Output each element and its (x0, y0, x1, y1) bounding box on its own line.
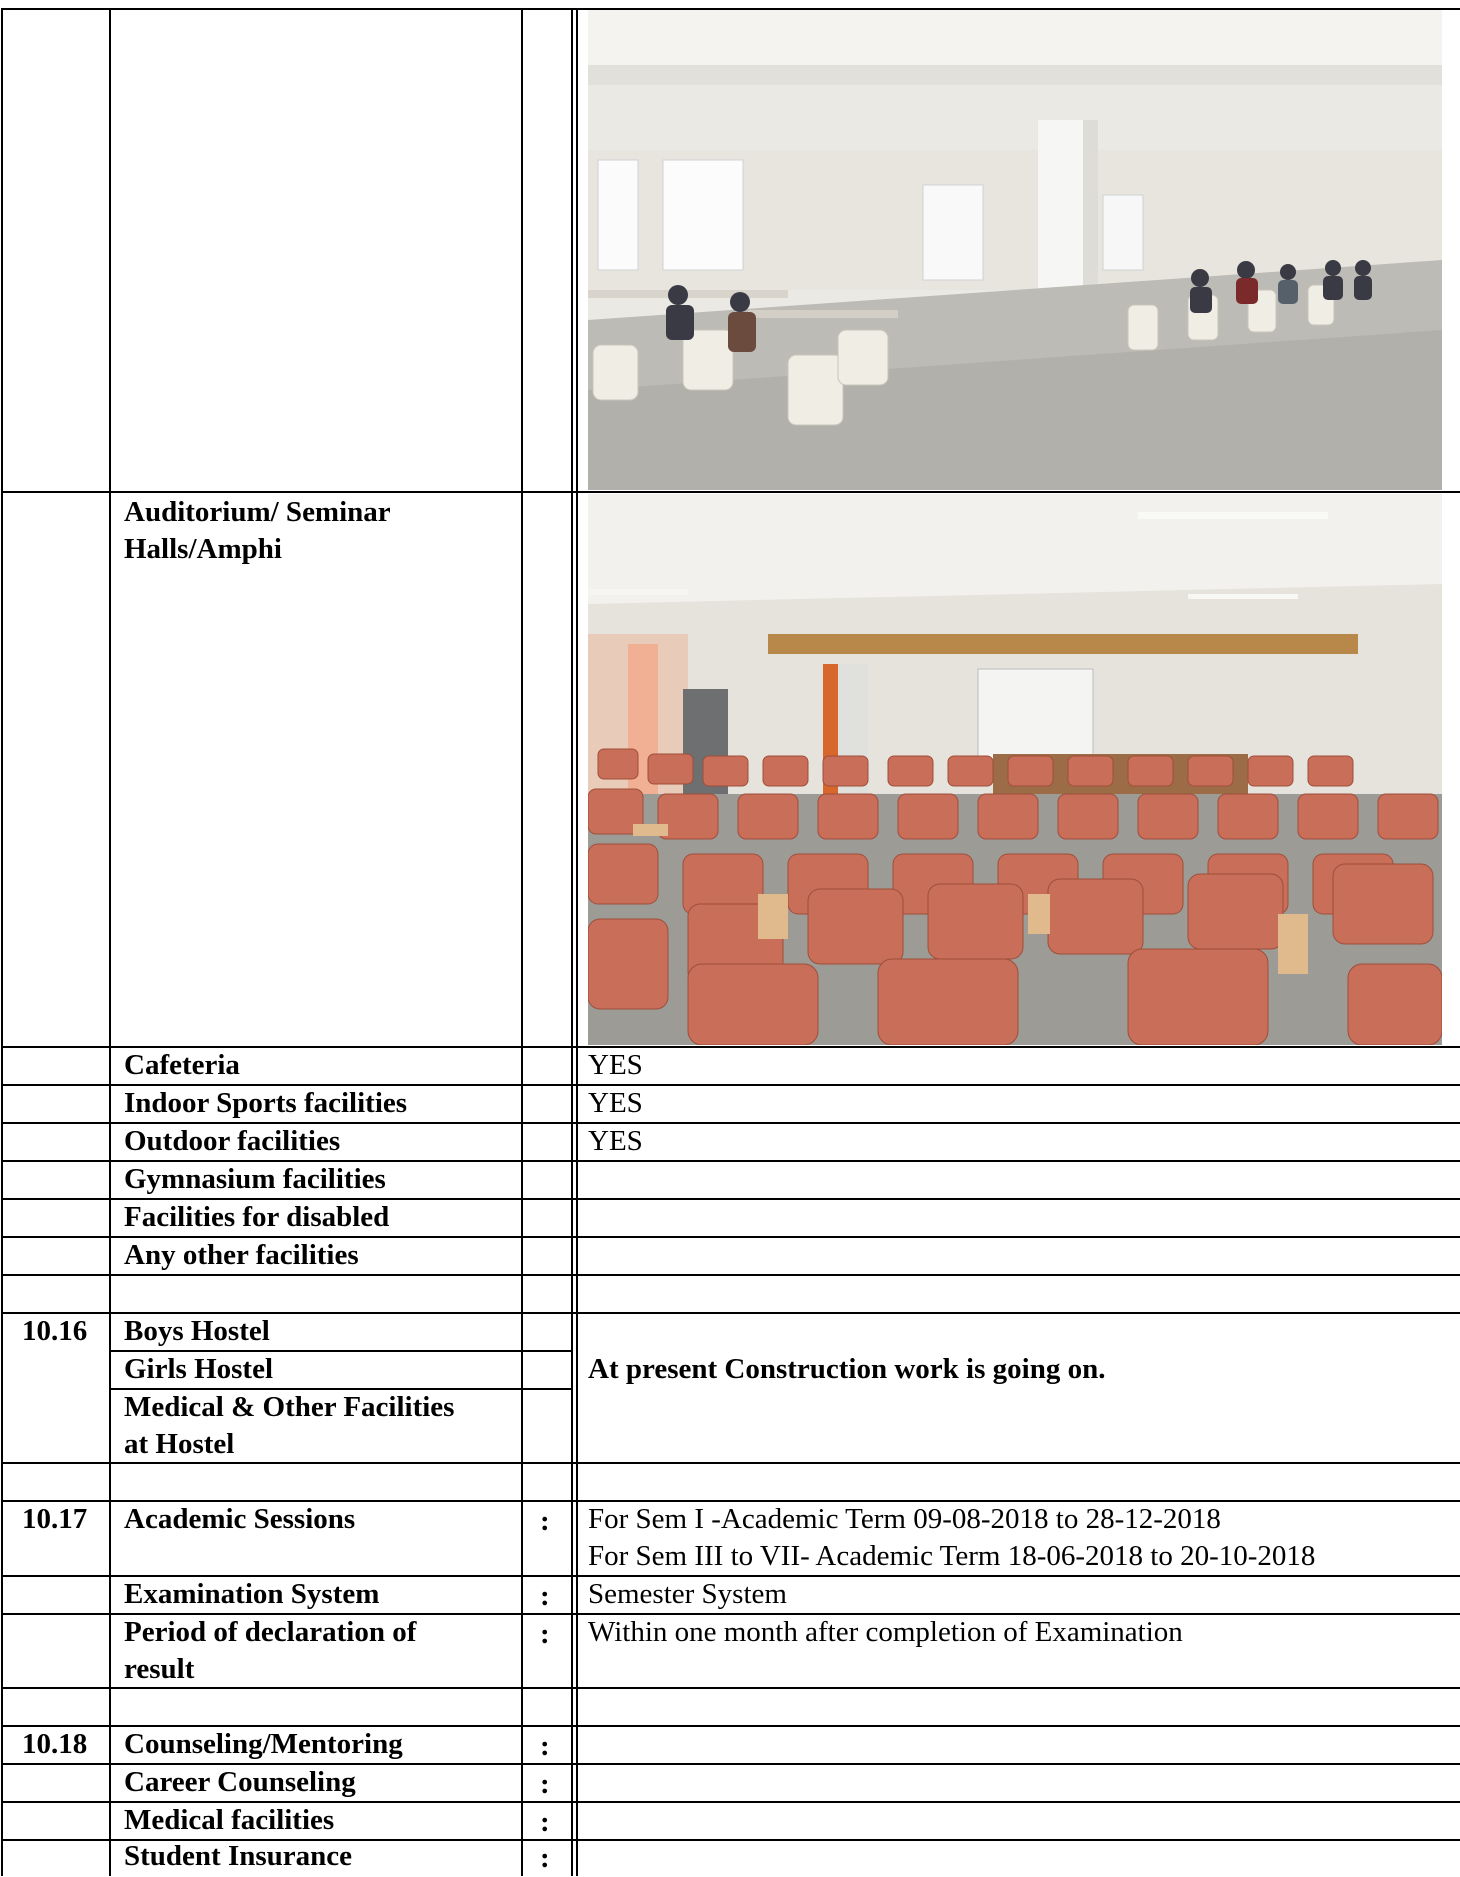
gymnasium-label: Gymnasium facilities (124, 1163, 386, 1195)
col-divider-colon-inner (576, 8, 578, 1876)
colon: : (540, 1768, 550, 1800)
examination-system-value: Semester System (588, 1578, 787, 1610)
col-divider-colon (571, 8, 573, 1876)
section-number: 10.17 (22, 1503, 88, 1535)
examination-system-label: Examination System (124, 1578, 380, 1610)
counseling-label: Counseling/Mentoring (124, 1728, 403, 1760)
col-divider-label (521, 8, 523, 1876)
row-line (1, 491, 1460, 493)
reading-room-photo (588, 10, 1442, 490)
result-period-label-line2: result (124, 1653, 195, 1685)
other-facilities-label: Any other facilities (124, 1239, 359, 1271)
hostel-status-value: At present Construction work is going on. (588, 1353, 1106, 1385)
indoor-sports-value: YES (588, 1087, 643, 1119)
colon: : (540, 1505, 550, 1537)
colon: : (540, 1730, 550, 1762)
student-insurance-label: Student Insurance (124, 1840, 353, 1872)
disabled-facilities-label: Facilities for disabled (124, 1201, 390, 1233)
auditorium-photo (588, 494, 1442, 1045)
outdoor-value: YES (588, 1125, 643, 1157)
colon: : (540, 1842, 550, 1874)
outdoor-label: Outdoor facilities (124, 1125, 341, 1157)
section-number: 10.18 (22, 1728, 88, 1760)
career-counseling-label: Career Counseling (124, 1766, 356, 1798)
cafeteria-value: YES (588, 1049, 643, 1081)
colon: : (540, 1618, 550, 1650)
auditorium-label: Auditorium/ Seminar (124, 496, 391, 528)
academic-sessions-value: For Sem I -Academic Term 09-08-2018 to 28-12-2018 (588, 1503, 1221, 1535)
result-period-value: Within one month after completion of Examination (588, 1616, 1183, 1648)
hostel-medical-label: Medical & Other Facilities (124, 1391, 455, 1423)
colon: : (540, 1806, 550, 1838)
row-line (1, 1274, 1460, 1276)
colon: : (540, 1580, 550, 1612)
result-period-label: Period of declaration of (124, 1616, 417, 1648)
table-left-border (1, 8, 3, 1876)
row-line (1, 1687, 1460, 1689)
section-number: 10.16 (22, 1315, 88, 1347)
academic-sessions-label: Academic Sessions (124, 1503, 356, 1535)
academic-sessions-value-line2: For Sem III to VII- Academic Term 18-06-2018 to 20-10-2018 (588, 1540, 1316, 1572)
auditorium-label-line2: Halls/Amphi (124, 533, 282, 565)
boys-hostel-label: Boys Hostel (124, 1315, 270, 1347)
hostel-medical-label-line2: at Hostel (124, 1428, 235, 1460)
cafeteria-label: Cafeteria (124, 1049, 240, 1081)
indoor-sports-label: Indoor Sports facilities (124, 1087, 408, 1119)
medical-facilities-label: Medical facilities (124, 1804, 335, 1836)
col-divider-number (109, 8, 111, 1876)
girls-hostel-label: Girls Hostel (124, 1353, 274, 1385)
